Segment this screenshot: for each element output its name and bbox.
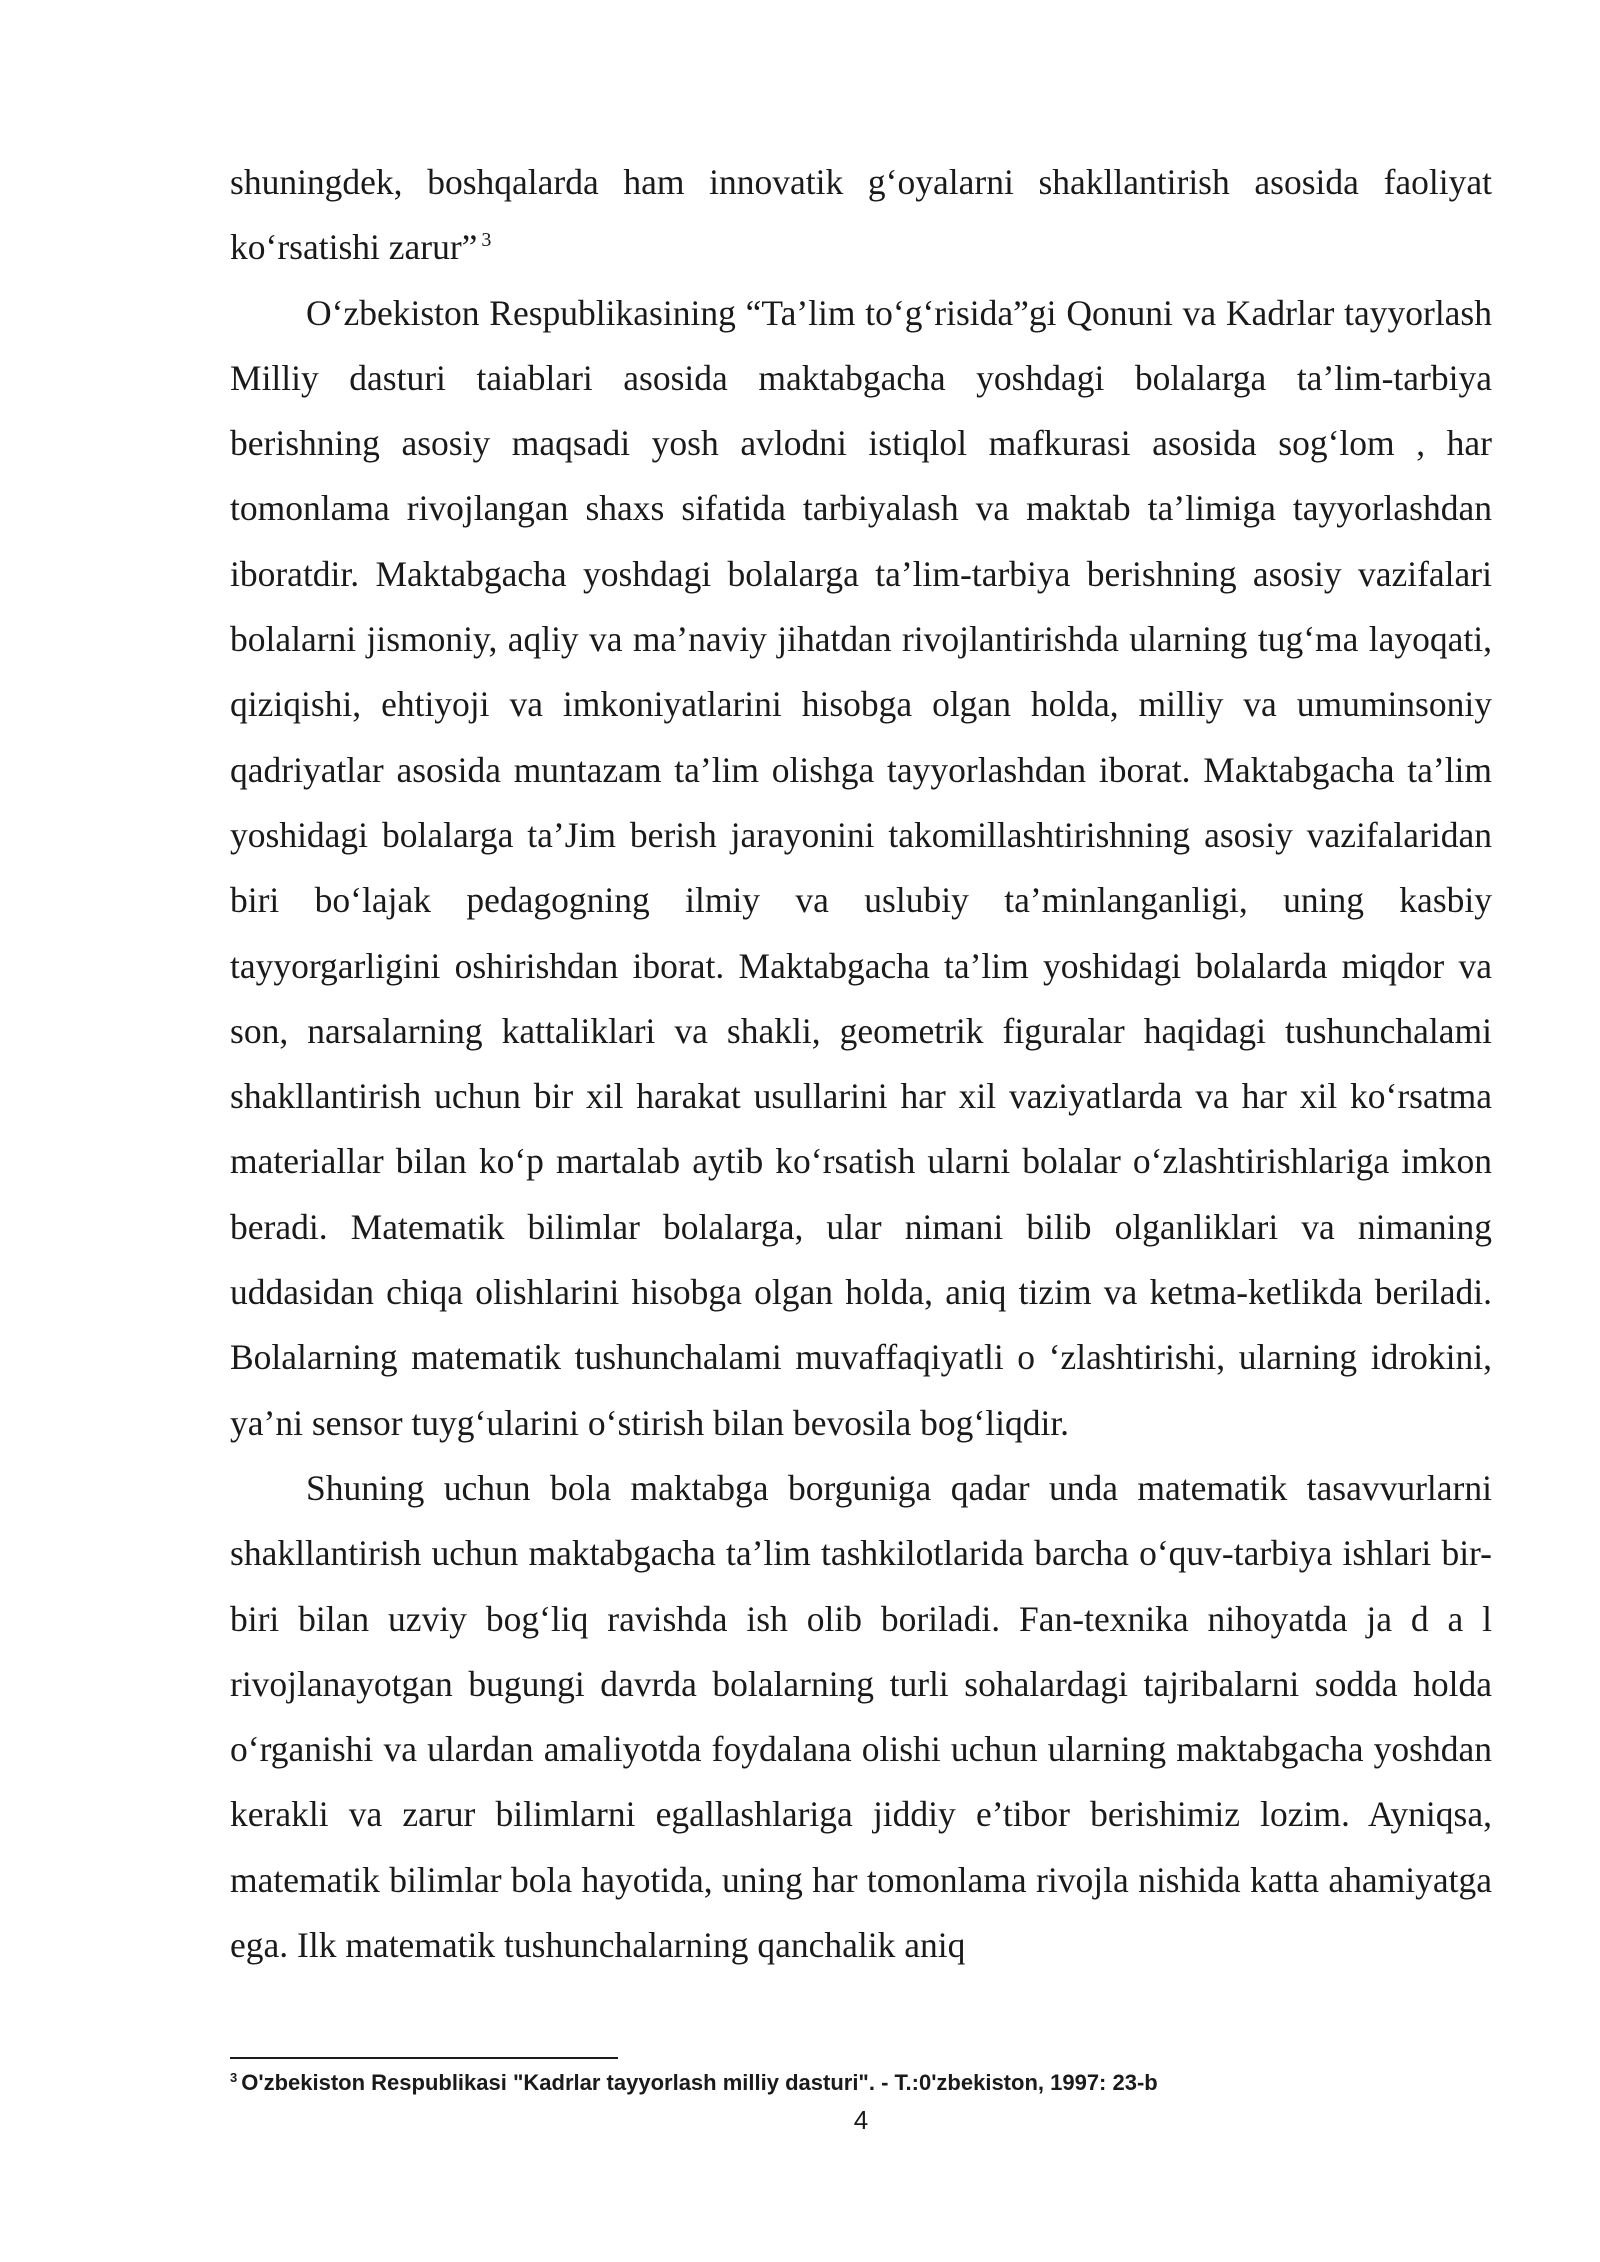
footnote-text: O'zbekiston Respublikasi "Kadrlar tayyorlash milliy dasturi". - T.:0'zbekiston, 1997: 23-b	[241, 2070, 1158, 2095]
paragraph-continuation	[230, 150, 1492, 281]
body-text	[230, 150, 1492, 1978]
footnote	[230, 2068, 1492, 2098]
footnote-separator	[230, 2057, 618, 2059]
paragraph: O‘zbekiston Respublikasining “Ta’lim to‘g‘risida”gi Qonuni va Kadrlar tayyorlash Milliy dasturi taiablari asosida maktabgacha yoshdagi bolalarga ta’lim-tarbiya berishning asosiy maqsadi yosh avlodni istiqlol mafkurasi asosida sog‘lom , har tomonlama rivojlangan shaxs sifatida tarbiyalash va maktab ta’limiga tayyorlashdan iboratdir. Maktabgacha yoshdagi bolalarga ta’lim-tarbiya berishning asosiy vazifalari bolalarni jismoniy, aqliy va ma’naviy jihatdan rivojlantirishda ularning tug‘ma layoqati, qiziqishi, ehtiyoji va imkoniyatlarini hisobga olgan holda, milliy va umuminsoniy qadriyatlar asosida muntazam ta’lim olishga tayyorlashdan iborat. Maktabgacha ta’lim yoshidagi bolalarga ta’Jim berish jarayonini takomillashtirishning asosiy vazifalaridan biri bo‘lajak pedagogning ilmiy va uslubiy ta’minlanganligi, uning kasbiy tayyorgarligini oshirishdan iborat. Maktabgacha ta’lim yoshidagi bolalarda miqdor va son, narsalarning kattaliklari va shakli, geometrik figuralar haqidagi tushunchalami shakllantirish uchun bir xil harakat usullarini har xil vaziyatlarda va har xil ko‘rsatma materiallar bilan ko‘p martalab aytib ko‘rsatish ularni bolalar o‘zlashtirishlariga imkon beradi. Matematik bilimlar bolalarga, ular nimani bilib olganliklari va nimaning uddasidan chiqa olishlarini hisobga olgan holda, aniq tizim va ketma-ketlikda beriladi. Bolalarning matematik tushunchalami muvaffaqiyatli o ‘zlashtirishi, ularning idrokini, ya’ni sensor tuyg‘ularini o‘stirish bilan bevosila bog‘liqdir.	[230, 292, 1492, 1443]
footnote-number: 3	[230, 2069, 238, 2085]
page-number: 4	[853, 2105, 869, 2135]
paragraph-text: shuningdek, boshqalarda ham innovatik g‘oyalarni shakllantirish asosida faoliyat ko‘rsatishi zarur”	[230, 162, 1492, 268]
footnote-reference[interactable]: 3	[481, 229, 492, 252]
paragraph: Shuning uchun bola maktabga borguniga qadar unda matematik tasavvurlarni shakllantirish uchun maktabgacha ta’lim tashkilotlarida barcha o‘quv-tarbiya ishlari bir-biri bilan uzviy bog‘liq ravishda ish olib boriladi. Fan-texnika nihoyatda ja d a l rivojlanayotgan bugungi davrda bolalarning turli sohalardagi tajribalarni sodda holda o‘rganishi va ulardan amaliyotda foydalana olishi uchun ularning maktabgacha yoshdan kerakli va zarur bilimlarni egallashlariga jiddiy e’tibor berishimiz lozim. Ayniqsa, matematik bilimlar bola hayotida, uning har tomonlama rivojla nishida katta ahamiyatga ega. Ilk matematik tushunchalarning qanchalik aniq	[230, 1467, 1492, 1966]
